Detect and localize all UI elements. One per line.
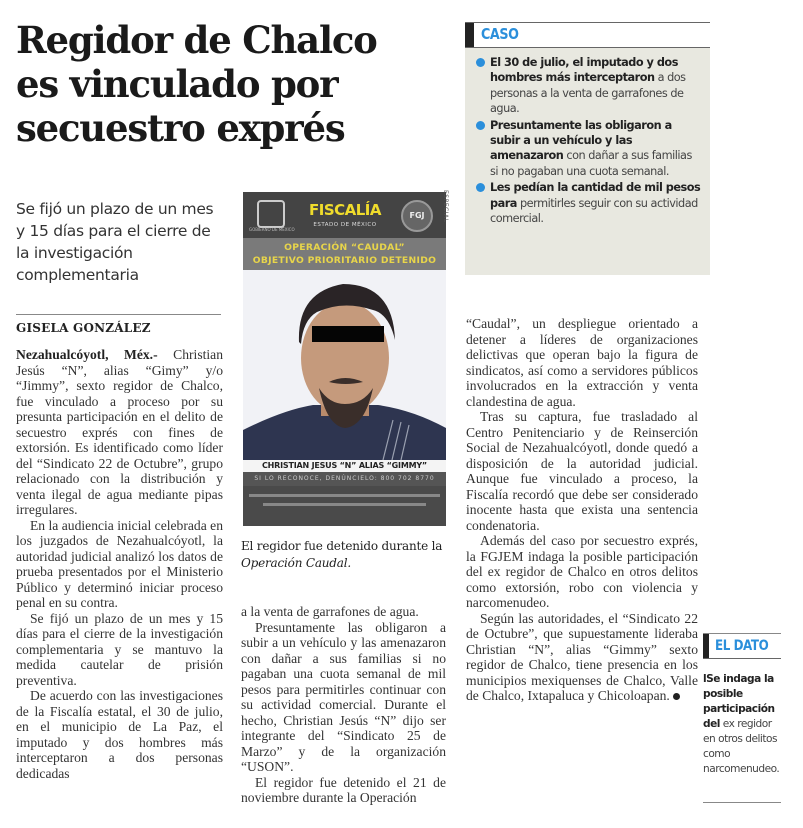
- caso-item-text: con dañar a sus familias si no pagaban una cuota semanal.: [490, 149, 692, 178]
- caso-item-bold: Presuntamente las obligaron a subir a un vehículo y las amenazaron: [490, 118, 672, 163]
- band-line: OPERACIÓN “CAUDAL”: [284, 242, 405, 253]
- paragraph: Se fijó un plazo de un mes y 15 días para el cierre de la investigación complementaria y se mantuvo la medida cautelar de prisión preventiva.: [16, 610, 223, 688]
- bullet-icon: [476, 58, 485, 67]
- dato-bottom-rule: [703, 802, 781, 803]
- band-line: OBJETIVO PRIORITARIO DETENIDO: [252, 255, 437, 266]
- caso-accent-bar: [465, 23, 474, 47]
- dato-title: EL DATO: [715, 638, 769, 654]
- seal-label: GOBIERNO DE MÉXICO: [249, 227, 295, 232]
- paragraph: “Caudal”, un despliegue orientado a detener a líderes de organizaciones delictivas que operan bajo la figura de sindicatos, así como a servidores públicos involucrados en la extracción y venta clandestina de agua.: [466, 316, 698, 409]
- caso-item-bold: Les pedían la cantidad de mil pesos para: [490, 181, 701, 210]
- caso-item: [476, 118, 702, 180]
- byline: GISELA GONZÁLEZ: [16, 321, 151, 335]
- end-mark-icon: [673, 693, 680, 700]
- state-seal-icon: [257, 200, 285, 228]
- paragraph: [16, 347, 223, 518]
- dateline: Nezahualcóyotl, Méx.-: [16, 347, 158, 362]
- paragraph: Tras su captura, fue trasladado al Centro Penitenciario y de Reinserción Social de Nezahualcóyotl, donde quedó a disposición de la autoridad judicial. Aunque fue vinculado a proceso, la Fiscalía recordó que debe ser considerado inocente hasta que exista una sentencia condenatoria.: [466, 409, 698, 533]
- headline-line: secuestro exprés: [16, 106, 345, 150]
- paragraph: En la audiencia inicial celebrada en los juzgados de Nezahualcóyotl, la autoridad judicial analizó los datos de prueba presentados por el Ministerio Público y determinó iniciar proceso penal en su contra.: [16, 517, 223, 610]
- dato-text: ex regidor en otros delitos como narcomenudeo.: [703, 718, 780, 775]
- poster-header: [243, 192, 446, 238]
- article-column-1: [16, 347, 223, 781]
- caso-item: [476, 180, 702, 226]
- mugshot-poster: [243, 192, 446, 526]
- agency-sub: ESTADO DE MÉXICO: [313, 222, 377, 228]
- headline: [16, 18, 456, 150]
- subheadline: Se fijó un plazo de un mes y 15 días para el cierre de la investigación complementaria: [16, 200, 214, 284]
- suspect-name-banner: CHRISTIAN JESUS “N” ALIAS “GIMMY”: [243, 460, 446, 472]
- article-column-3: [466, 316, 698, 704]
- bullet-icon: [476, 183, 485, 192]
- paragraph: [466, 611, 698, 704]
- paragraph: Presuntamente las obligaron a subir a un vehículo y las amenazaron con dañar a sus familias si no pagaban una cuota semanal de mil pesos para permitirles continuar con su actividad comercial. Durante el hecho, Christian Jesús “N” dijo ser integrante del “Sindicato 25 de Marzo” y de la organización “USON”.: [241, 619, 446, 774]
- legal-notice: [243, 486, 446, 526]
- caption-text: El regidor fue detenido durante la: [241, 539, 443, 553]
- caso-title: CASO: [481, 25, 519, 43]
- article-column-2: [241, 604, 446, 806]
- dato-body: [703, 672, 783, 777]
- caption-italic: Operación Caudal.: [241, 556, 351, 570]
- paragraph-text: Según las autoridades, el “Sindicato 22 de Octubre”, que supuestamente lideraba Christian “N”, alias “Gimmy” sexto regidor de Chalco, tiene presencia en los municipios mexiquenses de Chalco, Valle de Chalco, Ixtapaluca y Chicoloapan.: [466, 610, 698, 703]
- hotline-banner: SI LO RECONOCE, DENÚNCIELO: 800 702 8770: [243, 472, 446, 486]
- photo-credit: [442, 190, 449, 222]
- photo-caption: [241, 538, 451, 572]
- paragraph-text: Christian Jesús “N”, alias “Gimy” y/o “Jimmy”, sexto regidor de Chalco, fue vinculado a proceso por su presunta participación en el delito de secuestro exprés con fines de extorsión. Es identificado como líder del “Sindicato 22 de Octubre”, grupo relacionado con la distribución y venta ilegal de agua mediante pipas irregulares.: [16, 347, 223, 517]
- caso-item: [476, 55, 702, 117]
- caso-item-bold: El 30 de julio, el imputado y dos hombres más interceptaron: [490, 56, 678, 85]
- dato-bold: lSe indaga la posible participación del: [703, 673, 775, 730]
- photo-credit-text: ESPECIAL: [442, 190, 449, 223]
- headline-line: es vinculado por: [16, 62, 338, 106]
- caso-item-text: a dos personas a la venta de garrafones de agua.: [490, 71, 686, 116]
- operation-band: [243, 238, 446, 270]
- dato-header: [703, 634, 781, 659]
- headline-line: Regidor de Chalco: [16, 18, 377, 62]
- portrait-image: [243, 270, 446, 460]
- divider: [16, 314, 221, 315]
- paragraph: De acuerdo con las investigaciones de la Fiscalía estatal, el 30 de julio, en el municipio de La Paz, el imputado y dos hombres más interceptaron a dos personas dedicadas: [16, 688, 223, 781]
- agency-logo: FISCALÍA: [309, 201, 381, 219]
- paragraph: Además del caso por secuestro exprés, la FGJEM indaga la posible participación del ex regidor de Chalco en otros delitos como extorsión, robo con violencia y narcomenudeo.: [466, 533, 698, 610]
- bullet-icon: [476, 121, 485, 130]
- dato-accent-bar: [703, 634, 709, 658]
- caso-header: [465, 22, 710, 48]
- fgj-logo-icon: FGJ: [401, 200, 433, 232]
- portrait-photo: [243, 270, 446, 460]
- paragraph: El regidor fue detenido el 21 de noviembre durante la Operación: [241, 774, 446, 805]
- caso-sidebar: [465, 22, 710, 275]
- paragraph: a la venta de garrafones de agua.: [241, 604, 419, 619]
- caso-list: [476, 55, 702, 227]
- caso-item-text: permitirles seguir con su actividad comercial.: [490, 196, 698, 226]
